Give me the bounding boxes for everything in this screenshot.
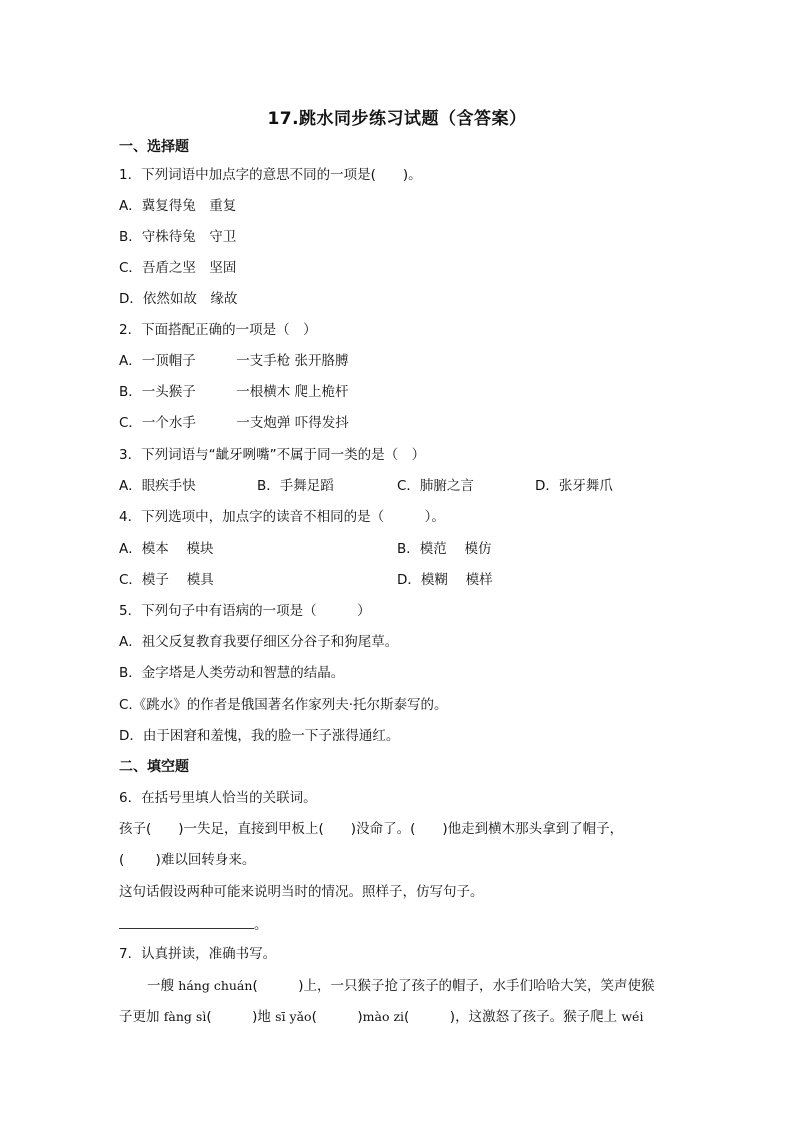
q5-option-a: A．祖父反复教育我要仔细区分谷子和狗尾草。 <box>119 634 399 650</box>
section-heading-fill: 二、填空题 <box>119 759 189 775</box>
q4-option-b: B．模范 模仿 <box>397 541 492 557</box>
q2-option-c: C．一个水手 一支炮弹 吓得发抖 <box>119 415 349 431</box>
q1-option-b: B．守株待兔 守卫 <box>119 229 237 245</box>
q7-passage-line1 <box>147 977 654 995</box>
q3-option-d: D．张牙舞爪 <box>535 478 613 494</box>
q3-option-b: B．手舞足蹈 <box>257 478 334 494</box>
q3-option-a: A．眼疾手快 <box>119 478 196 494</box>
q6-sentence-line1: 孩子( )一失足，直接到甲板上( )没命了。( )他走到横木那头拿到了帽子， <box>119 821 624 837</box>
q7-text: 一艘 <box>147 978 179 994</box>
q6-sentence-line2: ( )难以回转身来。 <box>119 852 256 868</box>
q7-text: ( )地 <box>206 1009 276 1025</box>
q3-option-c: C．肺腑之言 <box>397 478 474 494</box>
answer-blank <box>119 914 254 929</box>
q6-answer-line <box>119 914 268 934</box>
q1-option-a: A．冀复得兔 重复 <box>119 198 237 214</box>
answer-period: 。 <box>254 917 268 933</box>
q4-option-c: C．模子 模具 <box>119 572 214 588</box>
q4-stem: 4．下列选项中，加点字的读音不相同的是（ ）。 <box>119 509 445 525</box>
q7-stem: 7．认真拼读，准确书写。 <box>119 946 277 962</box>
q6-instruction: 这句话假设两种可能来说明当时的情况。照样子，仿写句子。 <box>119 884 484 900</box>
pinyin-hang-chuan: háng chuán <box>178 978 253 993</box>
q1-stem: 1．下列词语中加点字的意思不同的一项是( )。 <box>119 167 422 183</box>
q5-stem: 5．下列句子中有语病的一项是（ ） <box>119 603 371 619</box>
q5-option-d: D．由于困窘和羞愧，我的脸一下子涨得通红。 <box>119 728 400 744</box>
q7-text: ( ) <box>311 1009 363 1025</box>
section-heading-choice: 一、选择题 <box>119 139 189 155</box>
pinyin-si-yao: sī yǎo <box>275 1009 312 1024</box>
q1-option-c: C．吾盾之坚 坚固 <box>119 260 237 276</box>
q2-stem: 2．下面搭配正确的一项是（ ） <box>119 322 317 338</box>
q7-text: ( )，这激怒了孩子。猴子爬上 <box>404 1009 622 1025</box>
document-title: 17.跳水同步练习试题（含答案） <box>267 109 527 129</box>
q7-text: ( )上，一只猴子抢了孩子的帽子，水手们哈哈大笑，笑声使猴 <box>252 978 655 994</box>
q5-option-b: B．金字塔是人类劳动和智慧的结晶。 <box>119 665 345 681</box>
q2-option-a: A．一顶帽子 一支手枪 张开胳膊 <box>119 353 349 369</box>
q7-text: 子更加 <box>119 1009 164 1025</box>
q1-option-d: D．依然如故 缘故 <box>119 291 238 307</box>
pinyin-wei: wéi <box>621 1009 644 1024</box>
pinyin-fang-si: fàng sì <box>163 1009 207 1024</box>
q6-stem: 6．在括号里填人恰当的关联词。 <box>119 790 317 806</box>
q5-option-c: C.《跳水》的作者是俄国著名作家列夫·托尔斯泰写的。 <box>119 697 448 713</box>
pinyin-mao-zi: mào zi <box>362 1009 405 1024</box>
q4-option-d: D．模糊 模样 <box>397 572 493 588</box>
q2-option-b: B．一头猴子 一根横木 爬上桅杆 <box>119 384 349 400</box>
q3-stem: 3．下列词语与“龇牙咧嘴”不属于同一类的是（ ） <box>119 447 426 463</box>
q4-option-a: A．模本 模块 <box>119 541 214 557</box>
q7-passage-line2 <box>119 1008 643 1026</box>
